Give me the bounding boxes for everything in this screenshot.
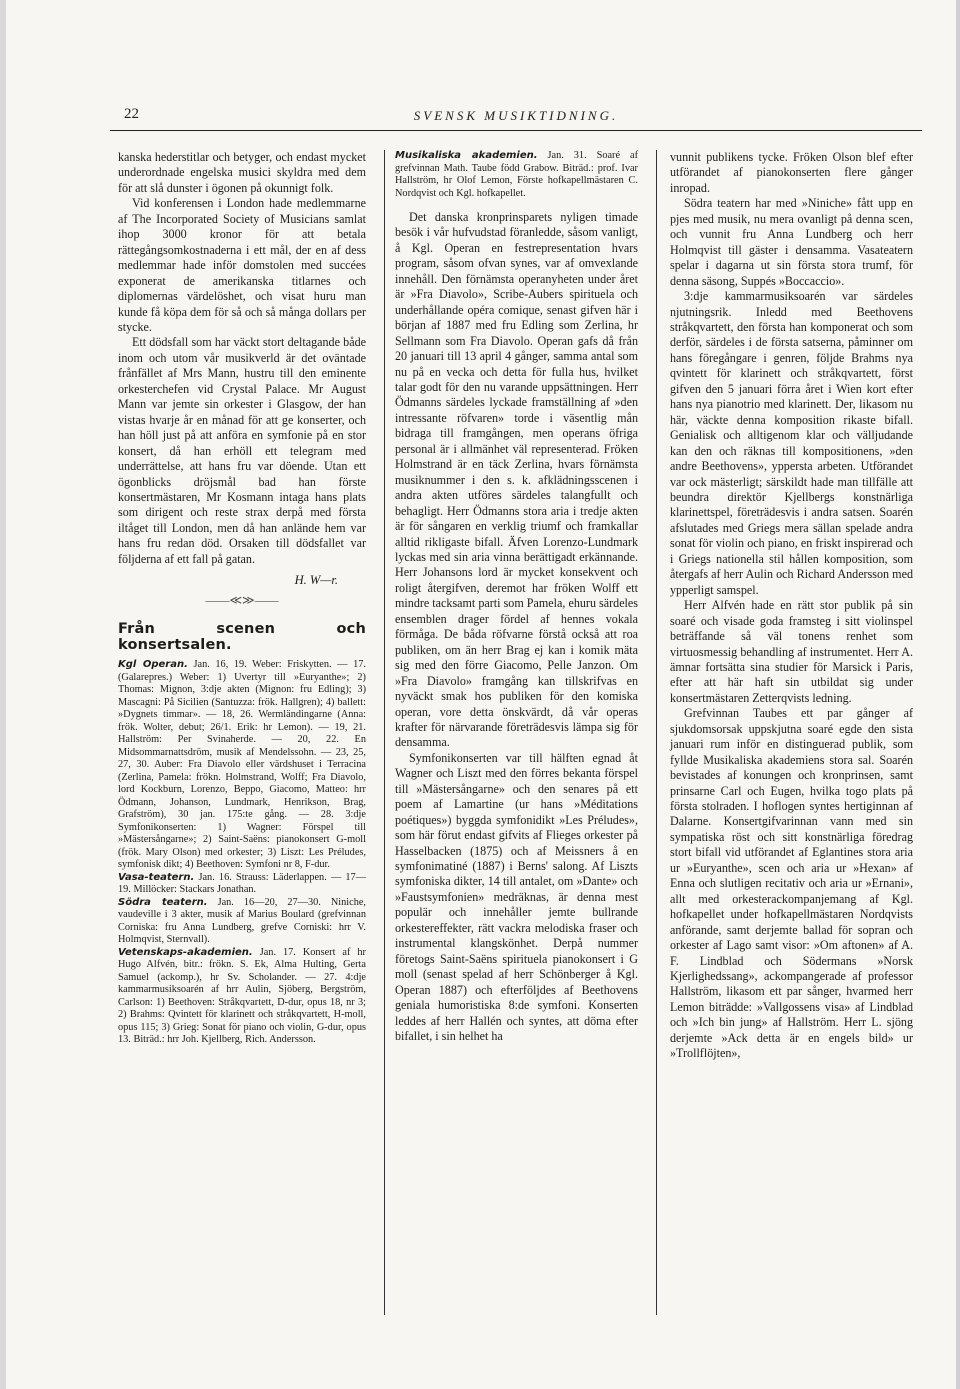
listing-vetenskaps-akademien [118,947,366,1047]
listing-vasa-teatern [118,872,366,897]
listing-heading: Kgl Operan. [118,659,188,671]
section-title: Från scenen och konsertsalen. [118,621,366,653]
listing-text: Jan. 16, 19. Weber: Friskytten. — 17. (Galarepres.) Weber: 1) Uvertyr till »Euryanthe»; 2) Thomas: Mignon, 3:dje akten (Mignon: fru Edling); 3) Mascagni: På Sicilien (Santuzza: frök. Hallgren); 4) ballett: »Dygnets timmar». — 18, 26. Wermländingarne (Anna: frök. Wolter, debut; 26/1. Erik: hr Lemon). — 19, 21. Hallström: Per Svinaherde. — 20, 22. En Midsommarnattsdröm, musik af Mendelssohn. — 23, 25, 27, 30. Auber: Fra Diavolo eller värdshuset i Terracina (Zerlina, Pamela: frökn. Holmstrand, Wolff; Fra Diavolo, lord Kockburn, Lorenzo, Beppo, Giacomo, Matteo: hrr Ödmann, Johanson, Lundmark, Henrikson, Brag, Grafström), 30 jan. 175:te gång. — 28. 3:dje Symfonikonserten: 1) Wagner: Förspel till »Mästersångarne»; 2) Saint-Saëns: pianokonsert G-moll (frök. Mary Olson) med orkester; 3) Liszt: Les Préludes, symfonisk dikt; 4) Beethoven: Symfoni nr 8, F-dur. [118,659,366,871]
article-paragraph: Ett dödsfall som har väckt stort deltagande både inom och utom vår musikverld är det oväntade frånfället af Mrs Mann, hustru till den eminente orkesterchefen vid Crystal Palace. Mr August Mann var jemte sin orkester i Glasgow, der han vistas hvarje år en månad för att ge konserter, och han höll just på att anföra en symfonie på en stor konsert, då han erhöll ett telegram med underrättelse, att hans fru var döende. Utan ett ögonblicks dröjsmål bad han förste konsertmästaren, Mr Kosmann intaga hans plats som dirigent och reste strax derpå med första iltåget till London, men då han anlände hem var hans fru redan död. Orsaken till dödsfallet var följderna af ett fall på gatan. [118,335,366,566]
article-signature: H. W—r. [294,573,338,588]
listing-heading: Vetenskaps-akademien. [118,946,253,958]
article-paragraph: Det danska kronprinsparets nyligen timade besök i vår hufvudstad föranledde, såsom vanligt, å Kgl. Operan en festrepresentation hvars program, såsom ofvan synes, var af omvexlande innehåll. Den förnämsta operanyheten under året är »Fra Diavolo», Scribe-Aubers spirituela och underhållande opéra comique, senast gifven här i början af 1887 med fru Edling som Zerlina, hr Sellmann som Fra Diavolo. Operan gafs då från 20 januari till 13 april 4 gånger, samma antal som nu på en vecka och detta för fulla hus, hvilket talar godt för den nu varande uppsättningen. Herr Ödmanns särdeles lyckade framställning af »den intressante röfvaren» torde i väsentlig mån bidraga till framgången, men operans öfriga personal är i allmänhet väl representerad. Fröken Holmstrand är en täck Zerlina, hvars förnämsta musiknummer i den s. k. afklädningsscenen i andra akten utföres särdeles talangfullt och behagligt. Herr Ödmanns stora aria i tredje akten är för sångaren en verklig triumf och framkallar alltid rikligaste bifall. Äfven Lorenzo-Lundmark lyckas med sin aria vinna berättigadt erkännande. Herr Johansons lord är mycket konsekvent och roligt återgifven, deremot har fröken Wolff ett mindre tacksamt parti som Pamela, ehuru särdeles ensemblen drager fördel af hennes vokala förmåga. De båda röfvarne förstå också att roa publiken, om än herr Brag ej kan i komik mäta sig med den förre Giacomo, Pelle Janzon. Om »Fra Diavolo» framgång kan tillskrifvas en nyväckt smak hos publiken för den komiska operan, vore detta önskvärdt, då vår operas krafter för närvarande företrädesvis lämpa sig för densamma. [395,210,638,750]
column-rule [384,150,385,1315]
ornamental-divider: ——≪≫—— [205,592,279,607]
article-paragraph: 3:dje kammarmusiksoarén var särdeles njutningsrik. Inledd med Beethovens stråkqvartett, den första han komponerat och som derför, särdeles i de första satserna, påminner om hans föregångare i genren, följde Brahms nya qvintett för klarinett och stråkqvartett, först gifven den 5 januari förra året i Wien kort efter hans nya pianotrio med klarinett. Der, likasom nu här, väckte denna komposition rikaste bifall. Genialisk och alltigenom klar och välljudande kan den och räknas till kompositionens, »den andre Beethovens», yppersta arbeten. Utförandet var ock mästerligt; särskildt hade man tillfälle att beundra direktör Kjellbergs konstnärliga klarinettspel, företrädesvis i andra satsen. Soarén afslutades med Griegs mera sällan spelade andra sonat för violin och piano, en friskt inspirerad och i Griegs nationella stil hållen komposition, som återgafs af herr Aulin och Richard Andersson med ypperligt samspel. [670,289,913,597]
listing-heading: Musikaliska akademien. [395,150,538,161]
listing-kgl-operan [118,659,366,872]
column-right [670,150,913,1062]
page-header [110,100,922,131]
listing-heading: Vasa-teatern. [118,871,195,883]
article-paragraph: vunnit publikens tycke. Fröken Olson blef efter utförandet af pianokonserten flere gånger inropad. [670,150,913,195]
article-paragraph: Symfonikonserten var till hälften egnad åt Wagner och Liszt med den förres bekanta förspel till »Mästersångarne» och den senares på ett poem af Lamartine (ur hans »Méditations poétiques») byggda symfonidikt »Les Préludes», som här förut endast gifvits af Flieges orkester på Hasselbacken (1875) och af Meissners å en symfonimatiné (1887) i Berns' salong. Af Liszts symfoniska dikter, 14 till antalet, om »Dante» och »Faustsymfonien» medräknas, är denna mest populär och innehåller jemte bullrande orkestereffekter, rätt vackra melodiska fraser och instrumental klangskönhet. Derpå nummer företogs Saint-Saëns spirituela pianokonsert i G moll (senast spelad af herr Schönberger å Kgl. Operan 1887) och efterföljdes af Beethovens geniala humoristiska 8:de symfoni. Konserten leddes af herr Hallén och syntes, att döma efter bifallet, i sin helhet ha [395,750,638,1044]
article-paragraph: kanska hederstitlar och betyger, och endast mycket underordnade engelska musici skyldra med dem för att slå dunster i ögonen på okunnigt folk. [118,150,366,195]
listing-heading: Södra teatern. [118,896,208,908]
article-paragraph: Herr Alfvén hade en rätt stor publik på sin soaré och visade goda framsteg i sitt violinspel beträffande så väl tonens renhet som virtuosmessig behandling af instrumentet. Herr A. ämnar fortsätta sina studier för Marsick i Paris, efter att här haft sin utbildat sig under konsertmästaren Zetterqvists ledning. [670,598,913,705]
listing-text: Jan. 16—20, 27—30. Niniche, vaudeville i 3 akter, musik af Marius Boulard (grefvinnan Corniska: fru Anna Lundberg, grefve Corniski: hrr V. Holmqvist, Sternvall). [118,896,367,946]
listing-sodra-teatern [118,897,366,947]
column-rule [656,150,657,1315]
column-left [118,150,366,1047]
spacer [395,200,638,210]
column-middle [395,150,638,1044]
scan-edge-left [0,0,6,1389]
article-paragraph: Grefvinnan Taubes ett par gånger af sjukdomsorsak uppskjutna soaré egde den sista januari rum inför en distinguerad publik, som fyllde Musikaliska akademiens stora sal. Soarén bevistades af konungen och kronprinsen, samt prinsarne Carl och Eugen, hvilka togo plats på första stolraden. I hoflogen syntes hertiginnan af Dalarne. Konsertgifvarinnan vann med sin sympatiska röst och sitt konstnärliga föredrag stort bifall vid utförandet af Eglantines stora aria ur »Euryanthe», scen och aria ur »Hexan» af Enna och slutligen recitativ och aria ur »Ernani», allt med orkesterackompanjemang af Kgl. hofkapellet under hofkapellmästaren Nordqvists anförande, samt derjemte ballad för sopran och orkester af Lago samt visor: »Om aftonen» af A. F. Lindblad och Södermans »Norsk Kjerlighedssang», ackompangerade af professor Hallström, likasom ett par sånger, hvarmed herr Lemon biträdde: »Vallgossens visa» af Lindblad och »Ich bin jung» af Hallström. Herr L. sjöng derjemte »Ack detta är en engels bild» ur »Trollflöjten», [670,706,913,1061]
article-paragraph: Vid konferensen i London hade medlemmarne af The Incorporated Society of Musicians samlat ihop 3000 kronor för att betala rättegångsomkostnaderna i ett mål, der en af dess medlemmar hade inför domstolen med succées exponerat de amerikanska titlarnes och diplomernas värdelöshet, och visat huru man kunde få köpa dem för så och så många dollars per stycke. [118,196,366,334]
listing-text: Jan. 17. Konsert af hr Hugo Alfvén, bitr.: frökn. S. Ek, Alma Hulting, Gerta Samuel (ackomp.), hr Sv. Scholander. — 27. 4:dje kammarmusiksoarén af hrr Aulin, Sjöberg, Bergström, Carlson: 1) Beethoven: Stråkqvartett, D-dur, opus 18, nr 3; 2) Brahms: Qvintett för klarinett och stråkqvartett, H-moll, opus 115; 3) Grieg: Sonat för piano och violin, G-dur, opus 13. Biträd.: hrr Joh. Kjellberg, Rich. Andersson. [118,946,366,1046]
page-number: 22 [124,106,139,122]
journal-title: SVENSK MUSIKTIDNING. [413,108,619,123]
listing-text: Jan. 31. Soaré af grefvinnan Math. Taube född Grabow. Biträd.: prof. Ivar Hallström, hr Olof Lemon, Förste hofkapellmästaren C. Nordqvist och Kgl. hofkapellet. [395,150,639,199]
scan-edge-right [956,0,960,1389]
article-paragraph: Södra teatern har med »Niniche» fått upp en pjes med musik, nu mera ovanligt på denna scen, och vunnit fru Anna Lundberg och herr Holmqvist till gäster i densamma. Vasateatern spelar i dagarna ut sin första stora trumf, för denna säsong, Suppés »Boccaccio». [670,196,913,288]
listing-text: Jan. 16. Strauss: Läderlappen. — 17—19. Millöcker: Stackars Jonathan. [118,871,366,896]
listing-musikaliska-akademien [395,150,638,200]
